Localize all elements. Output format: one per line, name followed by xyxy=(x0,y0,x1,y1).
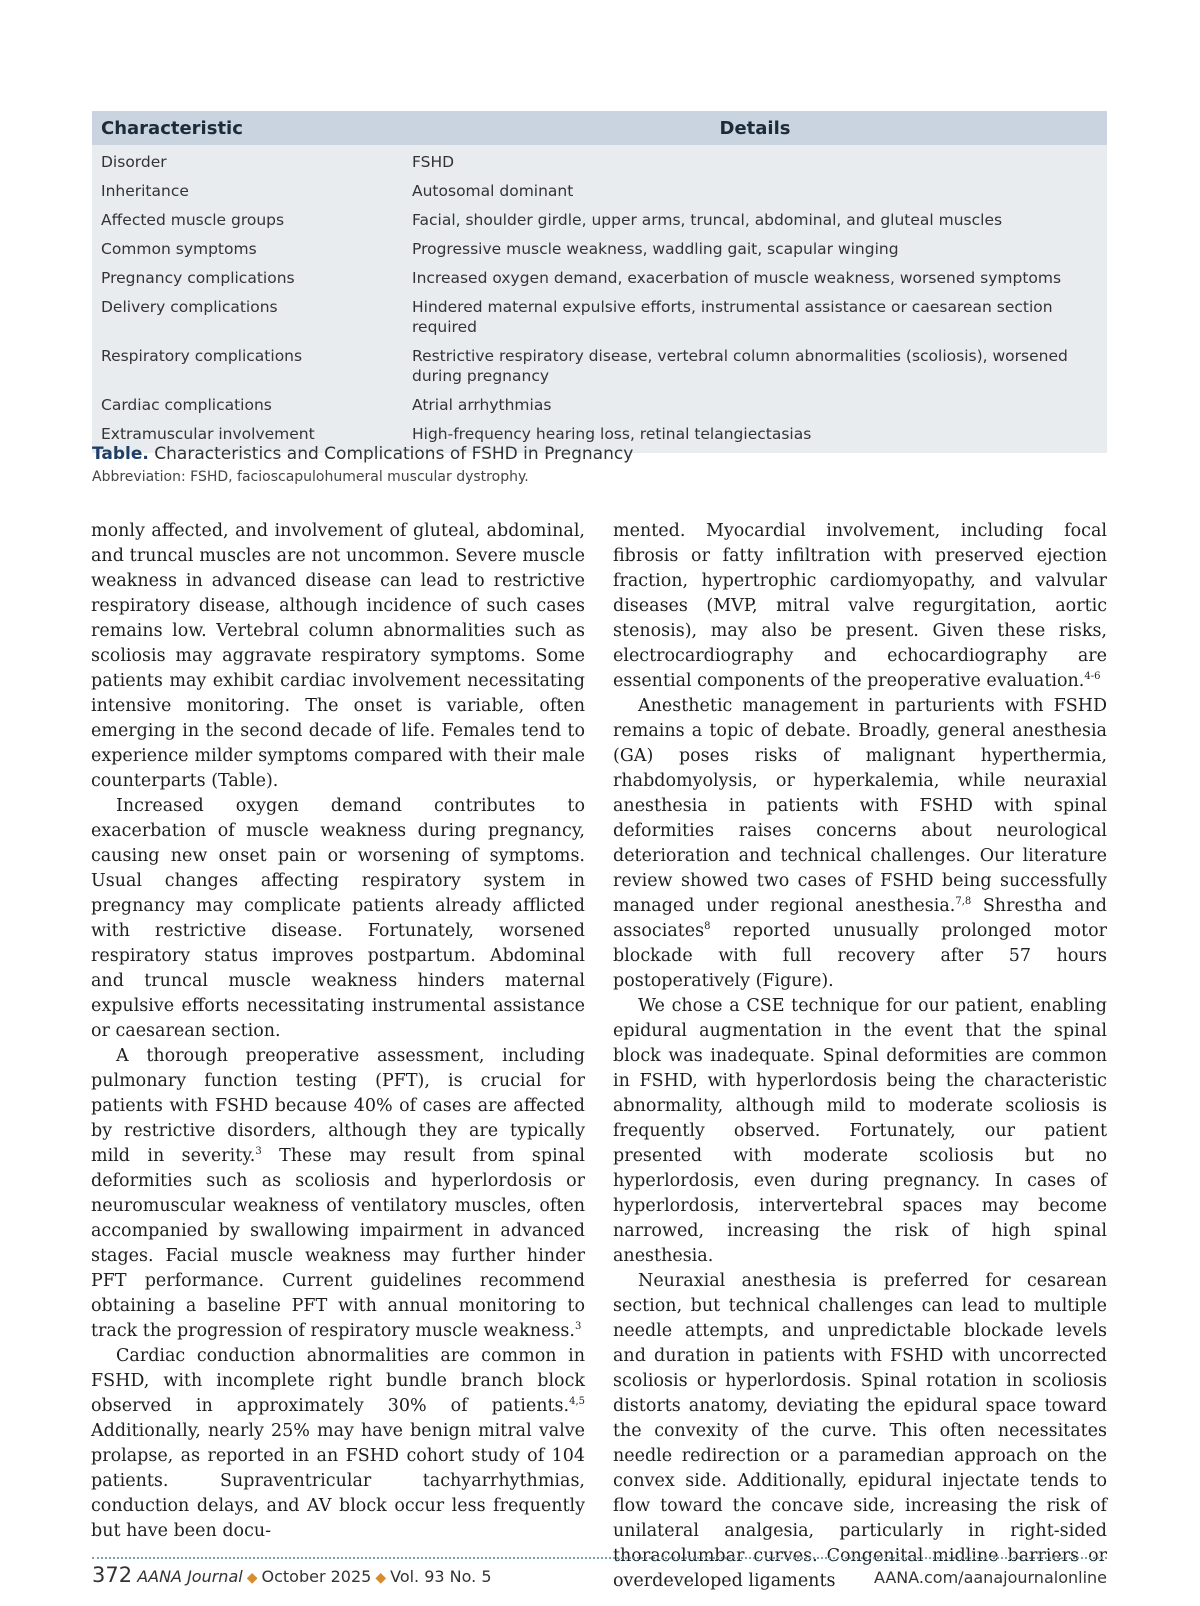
characteristics-table xyxy=(92,111,1107,453)
table-abbreviation: Abbreviation: FSHD, facioscapulohumeral muscular dystrophy. xyxy=(92,469,529,485)
row-characteristic: Disorder xyxy=(101,153,167,171)
volume-info: Vol. 93 No. 5 xyxy=(390,1567,492,1586)
diamond-separator-icon: ◆ xyxy=(375,1570,387,1586)
issue-date: October 2025 xyxy=(261,1567,372,1586)
characteristics-table-container xyxy=(92,111,1107,453)
table-row xyxy=(92,206,1107,235)
row-details: Atrial arrhythmias xyxy=(412,396,552,414)
row-details: Restrictive respiratory disease, vertebral column abnormalities (scoliosis), worsened during pregnancy xyxy=(412,347,1068,385)
table-row xyxy=(92,177,1107,206)
row-characteristic: Cardiac complications xyxy=(101,396,272,414)
journal-name: AANA Journal xyxy=(137,1567,243,1586)
paragraph xyxy=(613,519,1107,694)
table-row xyxy=(92,235,1107,264)
header-characteristic: Characteristic xyxy=(92,111,403,145)
row-details: Increased oxygen demand, exacerbation of muscle weakness, worsened symptoms xyxy=(412,269,1062,287)
citation: 7,8 xyxy=(955,896,972,908)
citation: 8 xyxy=(704,921,711,933)
text-run: A thorough preoperative assessment, including pulmonary function testing (PFT), is crucial for patients with FSHD because 40% of cases are affected by restrictive disorders, although they are typically mild in severity. xyxy=(91,1046,585,1166)
table-row xyxy=(92,264,1107,293)
row-details: FSHD xyxy=(412,153,455,171)
citation: 3 xyxy=(574,1321,582,1333)
page-footer xyxy=(92,1563,1107,1587)
paragraph: monly affected, and involvement of gluteal, abdominal, and truncal muscles are not uncommon. Severe muscle weakness in advanced disease can lead to restrictive respiratory disease, although incidence of such cases remains low. Vertebral column abnormalities such as scoliosis may aggravate respiratory symptoms. Some patients may exhibit cardiac involvement necessitating intensive monitoring. The onset is variable, often emerging in the second decade of life. Females tend to experience milder symptoms compared with their male counterparts (Table). xyxy=(91,521,585,791)
text-run: Shrestha and associates xyxy=(613,896,1107,941)
row-details: High-frequency hearing loss, retinal telangiectasias xyxy=(412,425,812,443)
citation: 4,5 xyxy=(569,1396,585,1408)
citation: 4-6 xyxy=(1084,671,1101,683)
header-details: Details xyxy=(403,111,1107,145)
text-run: Anesthetic management in parturients with FSHD remains a topic of debate. Broadly, general anesthesia (GA) poses risks of malignant hyperthermia, rhabdomyolysis, or hyperkalemia, while neuraxial anesthesia in patients with FSHD with spinal deformities raises concerns about neurological deterioration and technical challenges. Our literature review showed two cases of FSHD being successfully managed under regional anesthesia. xyxy=(613,696,1107,916)
caption-text: Characteristics and Complications of FSHD in Pregnancy xyxy=(154,444,634,464)
table-row xyxy=(92,342,1107,391)
paragraph xyxy=(91,1044,585,1344)
table-row xyxy=(92,391,1107,420)
paragraph: Neuraxial anesthesia is preferred for cesarean section, but technical challenges can lead to multiple needle attempts, and unpredictable blockade levels and duration in patients with FSHD with uncorrected scoliosis or hyperlordosis. Spinal rotation in scoliosis distorts anatomy, deviating the epidural space toward the convexity of the curve. This often necessitates needle redirection or a paramedian approach on the convex side. Additionally, epidural injectate tends to flow toward the concave side, increasing the risk of unilateral analgesia, particularly in right-sided thoracolumbar curves. Congenital midline barriers or overdeveloped ligaments xyxy=(613,1271,1107,1591)
text-run: mented. Myocardial involvement, including focal fibrosis or fatty infiltration with preserved ejection fraction, hypertrophic cardiomyopathy, and valvular diseases (MVP, mitral valve regurgitation, aortic stenosis), may also be present. Given these risks, electrocardiography and echocardiography are essential components of the preoperative evaluation. xyxy=(613,521,1107,691)
footer-divider xyxy=(92,1557,1107,1559)
journal-website-link[interactable]: AANA.com/aanajournalonline xyxy=(873,1568,1107,1587)
caption-label: Table. xyxy=(92,444,149,464)
row-characteristic: Inheritance xyxy=(101,182,189,200)
row-characteristic: Respiratory complications xyxy=(101,347,303,365)
paragraph xyxy=(613,694,1107,994)
paragraph: We chose a CSE technique for our patient, enabling epidural augmentation in the event that the spinal block was inadequate. Spinal deformities are common in FSHD, with hyperlordosis being the characteristic abnormality, although mild to moderate scoliosis is frequently observed. Fortunately, our patient presented with moderate scoliosis but no hyperlordosis, even during pregnancy. In cases of hyperlordosis, intervertebral spaces may become narrowed, increasing the risk of high spinal anesthesia. xyxy=(613,996,1107,1266)
citation: 3 xyxy=(255,1146,262,1158)
row-characteristic: Pregnancy complications xyxy=(101,269,295,287)
right-text-column xyxy=(613,519,1107,1594)
row-details: Hindered maternal expulsive efforts, instrumental assistance or caesarean section required xyxy=(412,298,1053,336)
left-text-column xyxy=(91,519,585,1544)
table-caption xyxy=(92,444,633,485)
row-details: Facial, shoulder girdle, upper arms, truncal, abdominal, and gluteal muscles xyxy=(412,211,1003,229)
text-run: Cardiac conduction abnormalities are common in FSHD, with incomplete right bundle branch block observed in approximately 30% of patients. xyxy=(91,1346,585,1416)
diamond-separator-icon: ◆ xyxy=(246,1570,258,1586)
row-details: Autosomal dominant xyxy=(412,182,574,200)
row-characteristic: Extramuscular involvement xyxy=(101,425,315,443)
paragraph: Increased oxygen demand contributes to exacerbation of muscle weakness during pregnancy, causing new onset pain or worsening of symptoms. Usual changes affecting respiratory system in pregnancy may complicate patients already afflicted with restrictive disease. Fortunately, worsened respiratory status improves postpartum. Abdominal and truncal muscle weakness hinders maternal expulsive efforts necessitating instrumental assistance or caesarean section. xyxy=(91,796,585,1041)
text-run: Additionally, nearly 25% may have benign mitral valve prolapse, as reported in an FSHD cohort study of 104 patients. Supraventricular tachyarrhythmias, conduction delays, and AV block occur less frequently but have been docu- xyxy=(91,1421,585,1541)
table-header-row xyxy=(92,111,1107,145)
paragraph xyxy=(91,1344,585,1544)
row-characteristic: Common symptoms xyxy=(101,240,257,258)
text-run: These may result from spinal deformities such as scoliosis and hyperlordosis or neuromuscular weakness of ventilatory muscles, often accompanied by swallowing impairment in advanced stages. Facial muscle weakness may further hinder PFT performance. Current guidelines recommend obtaining a baseline PFT with annual monitoring to track the progression of respiratory muscle weakness. xyxy=(91,1146,585,1341)
table-row xyxy=(92,145,1107,177)
table-row xyxy=(92,293,1107,342)
page-number: 372 xyxy=(92,1563,133,1587)
text-run: reported unusually prolonged motor blockade with full recovery after 57 hours postoperatively (Figure). xyxy=(613,921,1107,991)
row-characteristic: Affected muscle groups xyxy=(101,211,285,229)
row-details: Progressive muscle weakness, waddling gait, scapular winging xyxy=(412,240,899,258)
row-characteristic: Delivery complications xyxy=(101,298,278,316)
